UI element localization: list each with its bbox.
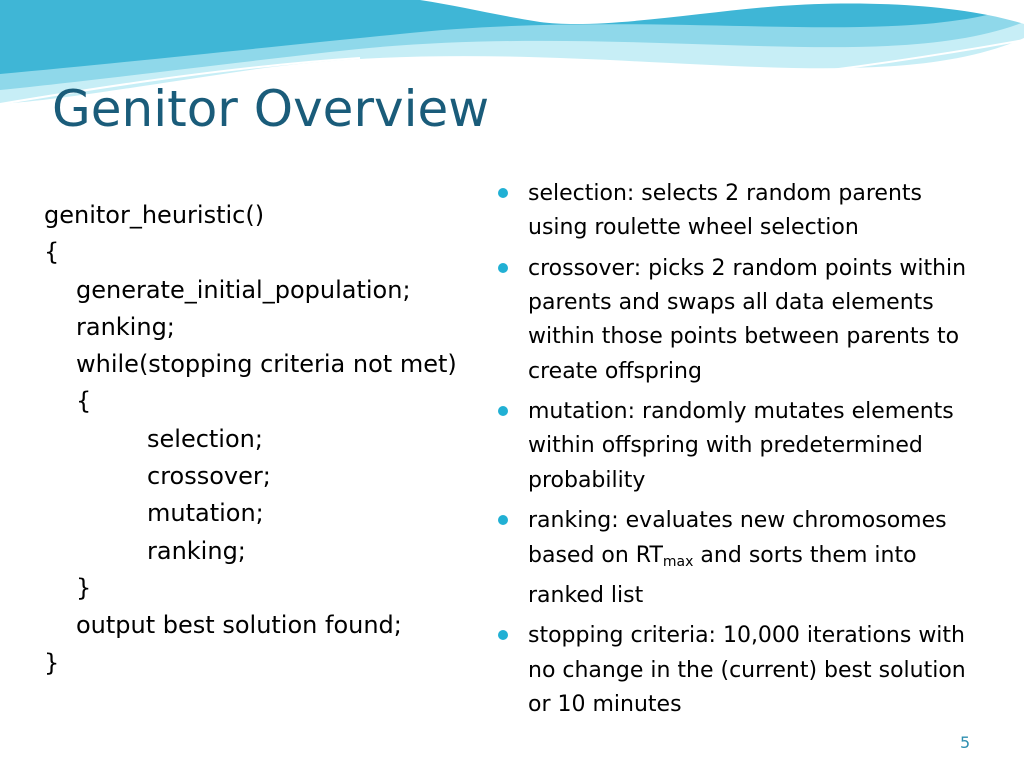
code-line: } [44,648,60,677]
bullet-selection [497,177,972,245]
bullet-text-part: ranking: evaluates new chromosomes based on RT [528,508,947,568]
bullet-dot-icon [498,630,508,640]
code-line: ranking; [147,536,246,565]
pseudocode-block [44,197,457,682]
code-line: } [76,573,92,602]
bullet-text: crossover: picks 2 random points within parents and swaps all data elements within those points between parents to create offspring [528,255,967,384]
page-number: 5 [960,733,971,752]
code-line: while(stopping criteria not met) [76,350,457,379]
bullet-dot-icon [498,263,508,273]
bullet-dot-icon [498,515,508,525]
code-line: { [76,387,92,416]
code-line: crossover; [147,462,271,491]
code-line: { [44,238,60,267]
bullet-list [497,177,972,729]
subscript-max: max [662,553,694,570]
bullet-dot-icon [498,188,508,198]
bullet-dot-icon [498,406,508,416]
code-line: genitor_heuristic() [44,201,265,229]
code-line: ranking; [76,312,175,341]
bullet-text-part: and sorts them into ranked list [528,542,917,608]
bullet-text [528,508,947,607]
bullet-crossover [497,252,972,389]
bullet-stopping-criteria [497,619,972,722]
code-line: mutation; [147,499,264,528]
code-line: output best solution found; [76,611,402,640]
code-line: generate_initial_population; [76,275,411,304]
bullet-mutation [497,395,972,498]
bullet-text: mutation: randomly mutates elements within offspring with predetermined probability [528,399,954,493]
code-line: selection; [147,424,263,453]
bullet-ranking [497,504,972,613]
slide-title: Genitor Overview [52,80,490,138]
bullet-text: selection: selects 2 random parents using roulette wheel selection [528,181,922,241]
bullet-text: stopping criteria: 10,000 iterations with no change in the (current) best solution or 10 minutes [528,623,966,717]
